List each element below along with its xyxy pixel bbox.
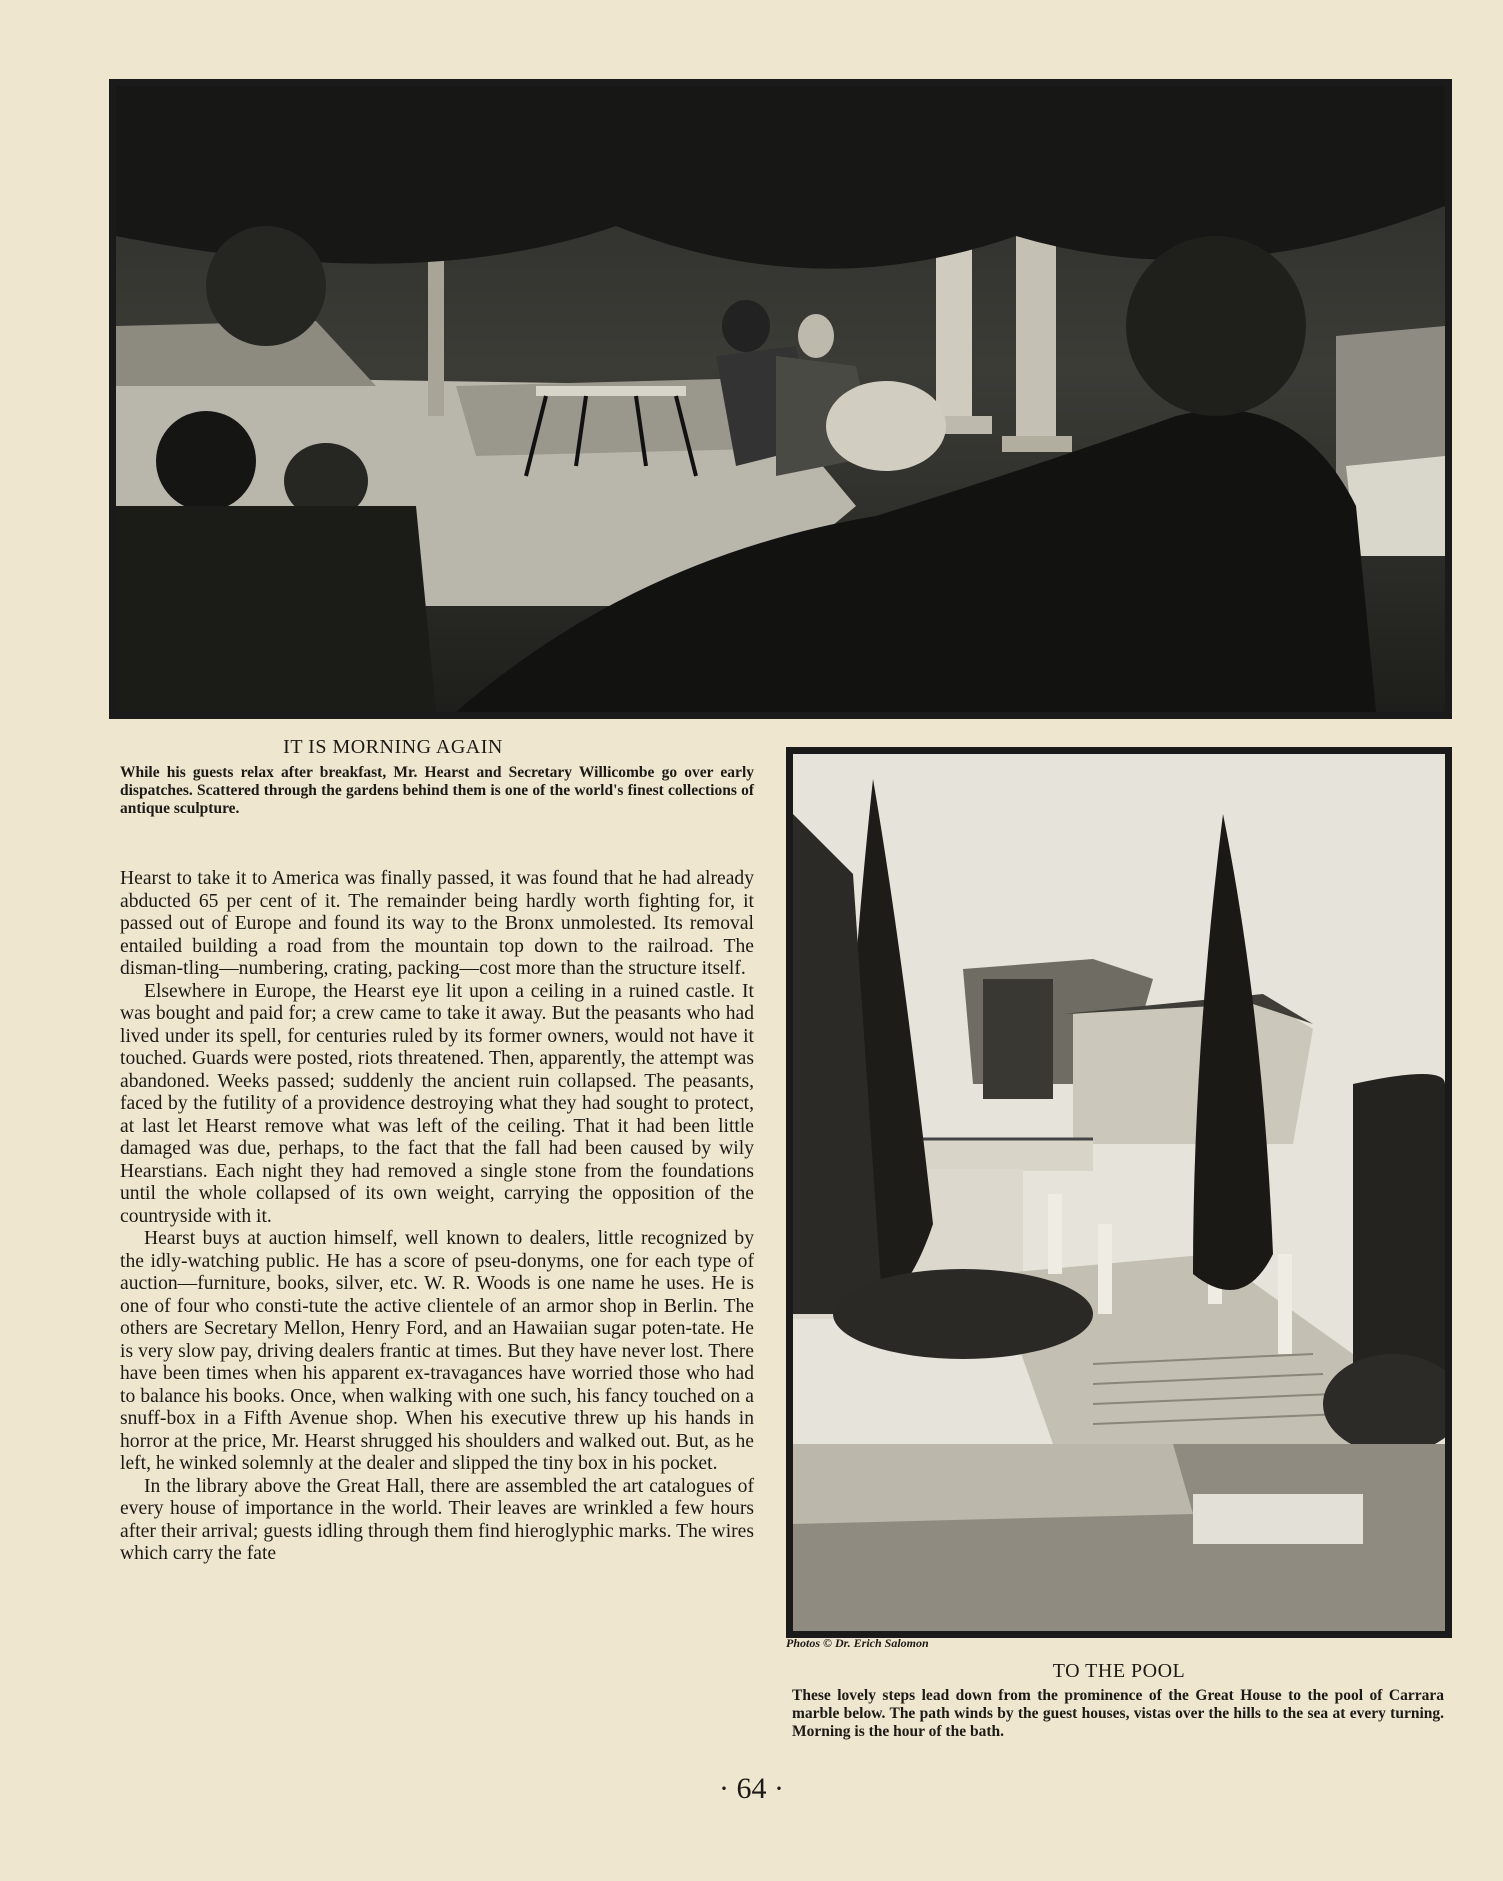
- article-paragraph: Elsewhere in Europe, the Hearst eye lit upon a ceiling in a ruined castle. It was bought and paid for; a crew came to take it away. But the peasants who had lived under its spell, for centuries ruled by its former owners, would not have it touched. Guards were posted, riots threatened. Then, apparently, the attempt was abandoned. Weeks passed; suddenly the ancient ruin collapsed. The peasants, faced by the futility of a providence destroying what they had sought to protect, at last let Hearst remove what was left of the ceiling. That it had been little damaged was due, perhaps, to the fact that the fall had been caused by wily Hearstians. Each night they had removed a single stone from the foundations until the whole collapsed of its own weight, carrying the opposition of the countryside with it.: [120, 980, 754, 1227]
- photo-credit: Photos © Dr. Erich Salomon: [786, 1636, 929, 1650]
- article-paragraph: Hearst to take it to America was finally passed, it was found that he had already abducted 65 per cent of it. The remainder being hardly worth fighting for, it passed out of Europe and found its way to the Bronx unmolested. Its removal entailed building a road from the mountain top down to the railroad. The disman-tling—numbering, crating, packing—cost more than the structure itself.: [120, 868, 754, 979]
- caption-text-pool: These lovely steps lead down from the prominence of the Great House to the pool of Carrara marble below. The path winds by the guest houses, vistas over the hills to the sea at every turning. Morning is the hour of the bath.: [792, 1687, 1444, 1740]
- article-paragraph: Hearst buys at auction himself, well known to dealers, little recognized by the idly-watching public. He has a score of pseu-donyms, one for each type of auction—furniture, books, silver, etc. W. R. Woods is one name he uses. He is one of four who consti-tute the active clientele of an armor shop in Berlin. The others are Secretary Mellon, Henry Ford, and an Hawaiian sugar poten-tate. He is very slow pay, driving dealers frantic at times. But they have never lost. There have been times when his apparent ex-travagances have worried those who had to balance his books. Once, when walking with one such, his fancy touched on a snuff-box in a Fifth Avenue shop. When his executive threw up his hands in horror at the price, Mr. Hearst shrugged his shoulders and walked out. But, as he left, he winked solemnly at the dealer and slipped the tiny box in his pocket.: [120, 1228, 754, 1474]
- caption-title-morning: IT IS MORNING AGAIN: [283, 736, 503, 758]
- pool-photo: [786, 747, 1452, 1638]
- caption-title-pool: TO THE POOL: [1052, 1660, 1186, 1682]
- article-paragraph: In the library above the Great Hall, there are assembled the art catalogues of every house of importance in the world. Their leaves are wrinkled a few hours after their arrival; guests idling through them find hieroglyphic marks. The wires which carry the fate: [120, 1475, 754, 1564]
- caption-text-morning: While his guests relax after breakfast, Mr. Hearst and Secretary Willicombe go over early dispatches. Scattered through the gardens behind them is one of the world's finest collections of antique sculpture.: [120, 764, 754, 817]
- article-body: [120, 868, 754, 1566]
- garden-photo-image: [116, 86, 1445, 712]
- pool-stairs-photo-image: [793, 754, 1445, 1631]
- garden-photo: [109, 79, 1452, 719]
- page-number: · 64 ·: [719, 1772, 784, 1805]
